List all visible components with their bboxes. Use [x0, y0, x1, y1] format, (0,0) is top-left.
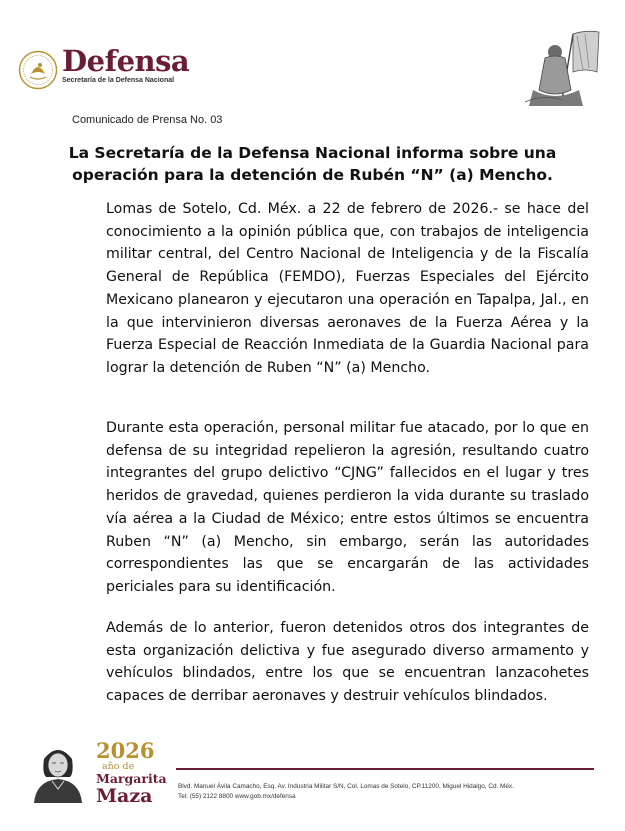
title-line-2: operación para la detención de Rubén “N” (a) Mencho. [72, 166, 553, 184]
year-name-first: Margarita [96, 771, 167, 786]
brand-block [62, 46, 189, 84]
coat-of-arms-icon [18, 50, 58, 90]
paragraph-2 [72, 417, 589, 599]
paragraph-text: Además de lo anterior, fueron detenidos otros dos integrantes de esta organización delictiva y fue asegurado diverso armamento y vehículos blindados, entre los que se encuentran lanzacohetes capaces de derribar aeronaves y destruir vehículos blindados. [106, 620, 589, 705]
paragraph-3 [72, 617, 589, 708]
brand-name: Defensa [62, 44, 190, 78]
flag-bearer-illustration [523, 28, 601, 108]
brand-subtitle: Secretaría de la Defensa Nacional [62, 77, 175, 84]
portrait-illustration [26, 737, 90, 803]
footer-divider [176, 768, 594, 770]
contact-line: Tel: (55) 2122 8800 www.gob.mx/defensa [178, 793, 296, 800]
footer-address [178, 782, 598, 802]
paragraph-text: Lomas de Sotelo, Cd. Méx. a 22 de febrero de 2026.- se hace del conocimiento a la opinión pública que, con trabajos de inteligencia militar central, del Centro Nacional de Inteligencia y de la Fiscalía General de República (FEMDO), Fuerzas Especiales del Ejército Mexicano planearon y ejecutaron una operación en Tapalpa, Jal., en la que intervinieron diversas aeronaves de la Fuerza Aérea y la Fuerza Especial de Reacción Inmediata de la Guardia Nacional para lograr la detención de Ruben “N” (a) Mencho. [106, 201, 589, 376]
year-commemoration [96, 738, 167, 807]
year-subtitle: año de [102, 761, 135, 772]
year-number: 2026 [96, 738, 155, 763]
address-line: Blvd. Manuel Ávila Camacho, Esq. Av. Industria Militar S/N, Col. Lomas de Sotelo, CP.11200, Miguel Hidalgo, Cd. Méx. [178, 783, 514, 790]
title-line-1: La Secretaría de la Defensa Nacional informa sobre una [68, 144, 557, 162]
press-release-number: Comunicado de Prensa No. 03 [72, 114, 223, 126]
year-name-last: Maza [96, 785, 153, 807]
page-title [60, 142, 565, 186]
paragraph-1 [72, 198, 589, 380]
paragraph-text: Durante esta operación, personal militar fue atacado, por lo que en defensa de su integridad repelieron la agresión, resultando cuatro integrantes del grupo delictivo “CJNG” fallecidos en el lugar y tres heridos de gravedad, quienes perdieron la vida durante su traslado vía aérea a la Ciudad de México; entre estos últimos se encuentra Ruben “N” (a) Mencho, sin embargo, serán las autoridades correspondientes las que se encargarán de las actividades periciales para su identificación. [106, 420, 589, 595]
